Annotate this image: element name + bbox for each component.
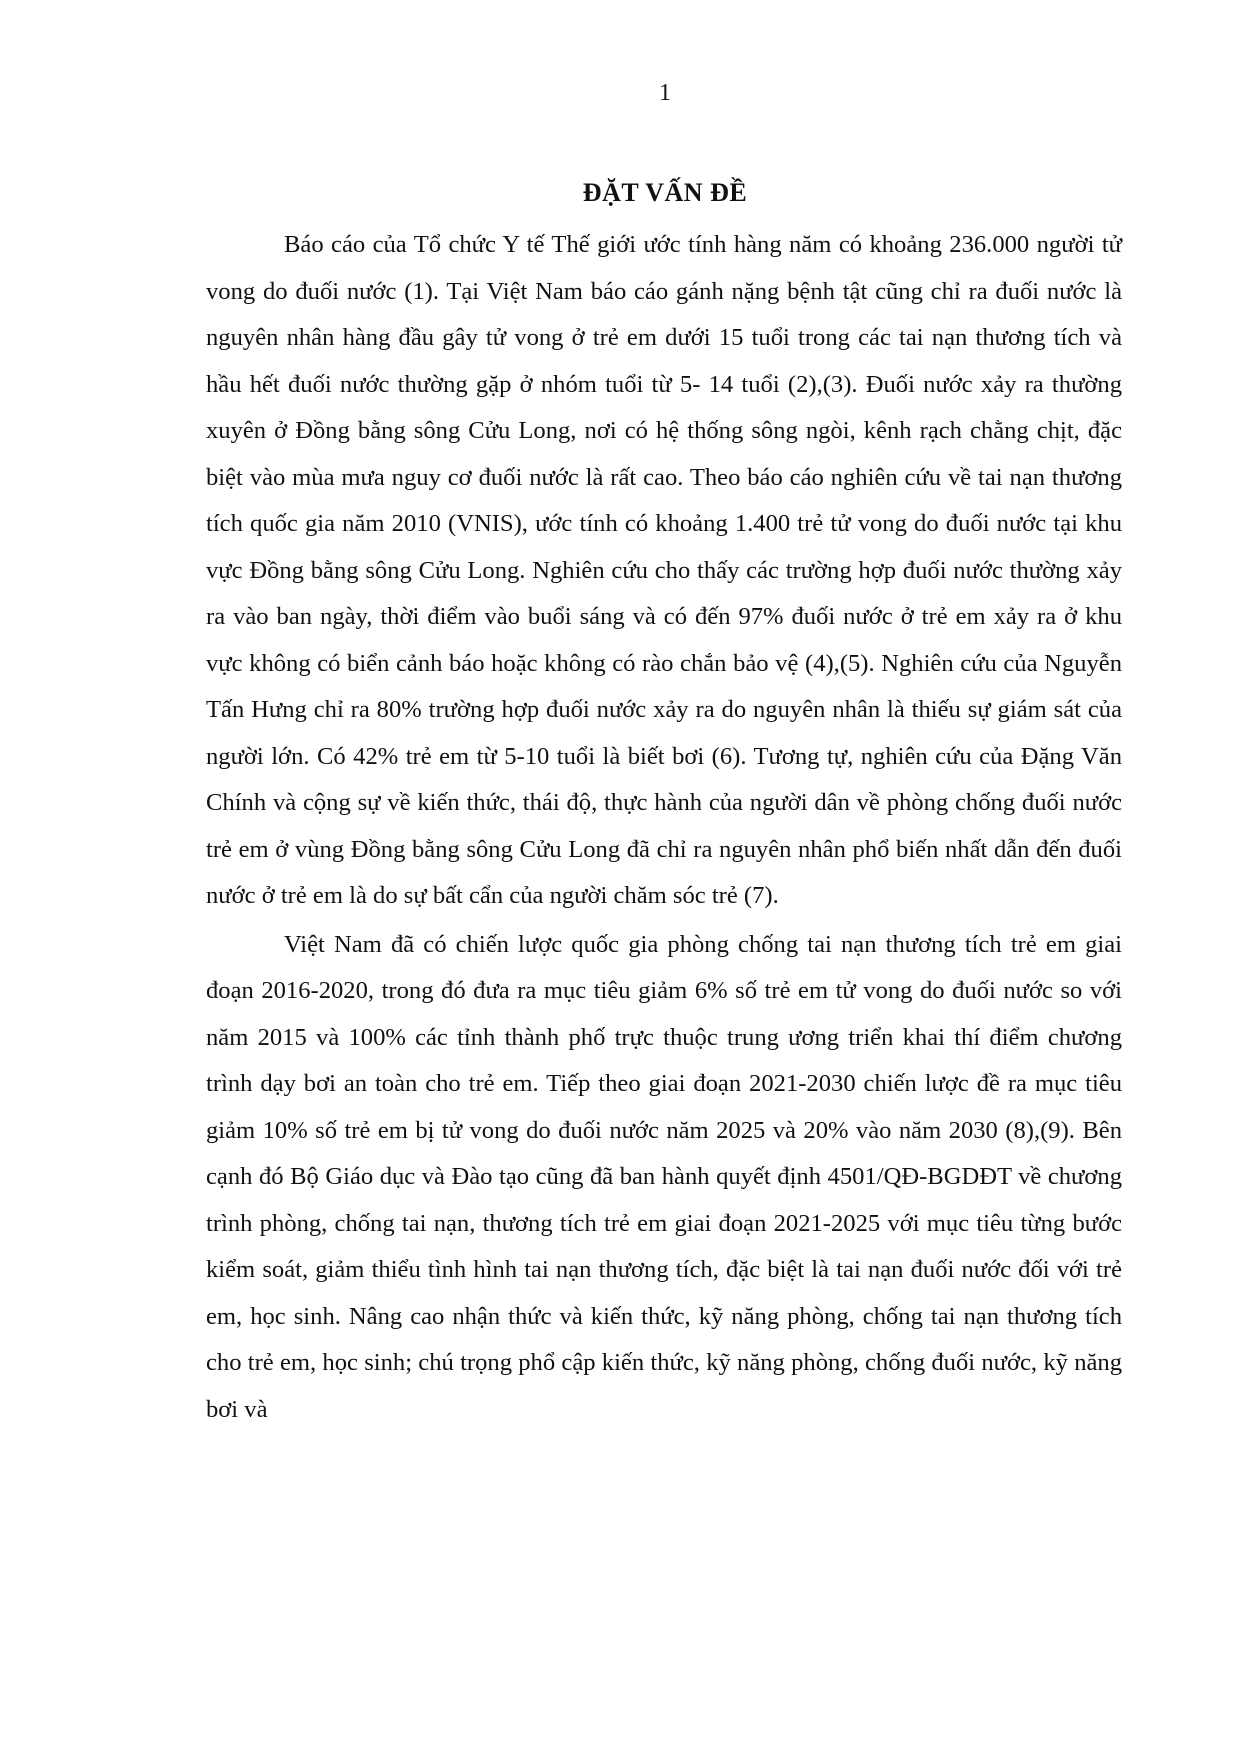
body-text bbox=[206, 222, 1122, 1435]
page-number: 1 bbox=[659, 80, 671, 106]
paragraph: Việt Nam đã có chiến lược quốc gia phòng chống tai nạn thương tích trẻ em giai đoạn 2016-2020, trong đó đưa ra mục tiêu giảm 6% số trẻ em tử vong do đuối nước so với năm 2015 và 100% các tỉnh thành phố trực thuộc trung ương triển khai thí điểm chương trình dạy bơi an toàn cho trẻ em. Tiếp theo giai đoạn 2021-2030 chiến lược đề ra mục tiêu giảm 10% số trẻ em bị tử vong do đuối nước năm 2025 và 20% vào năm 2030 (8),(9). Bên cạnh đó Bộ Giáo dục và Đào tạo cũng đã ban hành quyết định 4501/QĐ-BGDĐT về chương trình phòng, chống tai nạn, thương tích trẻ em giai đoạn 2021-2025 với mục tiêu từng bước kiểm soát, giảm thiểu tình hình tai nạn thương tích, đặc biệt là tai nạn đuối nước đối với trẻ em, học sinh. Nâng cao nhận thức và kiến thức, kỹ năng phòng, chống tai nạn thương tích cho trẻ em, học sinh; chú trọng phổ cập kiến thức, kỹ năng phòng, chống đuối nước, kỹ năng bơi và bbox=[206, 930, 1122, 1423]
paragraph: Báo cáo của Tổ chức Y tế Thế giới ước tính hàng năm có khoảng 236.000 người tử vong do đuối nước (1). Tại Việt Nam báo cáo gánh nặng bệnh tật cũng chỉ ra đuối nước là nguyên nhân hàng đầu gây tử vong ở trẻ em dưới 15 tuổi trong các tai nạn thương tích và hầu hết đuối nước thường gặp ở nhóm tuổi từ 5- 14 tuổi (2),(3). Đuối nước xảy ra thường xuyên ở Đồng bằng sông Cửu Long, nơi có hệ thống sông ngòi, kênh rạch chằng chịt, đặc biệt vào mùa mưa nguy cơ đuối nước là rất cao. Theo báo cáo nghiên cứu về tai nạn thương tích quốc gia năm 2010 (VNIS), ước tính có khoảng 1.400 trẻ tử vong do đuối nước tại khu vực Đồng bằng sông Cửu Long. Nghiên cứu cho thấy các trường hợp đuối nước thường xảy ra vào ban ngày, thời điểm vào buổi sáng và có đến 97% đuối nước ở trẻ em xảy ra ở khu vực không có biển cảnh báo hoặc không có rào chắn bảo vệ (4),(5). Nghiên cứu của Nguyễn Tấn Hưng chỉ ra 80% trường hợp đuối nước xảy ra do nguyên nhân là thiếu sự giám sát của người lớn. Có 42% trẻ em từ 5-10 tuổi là biết bơi (6). Tương tự, nghiên cứu của Đặng Văn Chính và cộng sự về kiến thức, thái độ, thực hành của người dân về phòng chống đuối nước trẻ em ở vùng Đồng bằng sông Cửu Long đã chỉ ra nguyên nhân phổ biến nhất dẫn đến đuối nước ở trẻ em là do sự bất cẩn của người chăm sóc trẻ (7). bbox=[206, 231, 1122, 909]
section-title: ĐẶT VẤN ĐỀ bbox=[582, 178, 748, 207]
